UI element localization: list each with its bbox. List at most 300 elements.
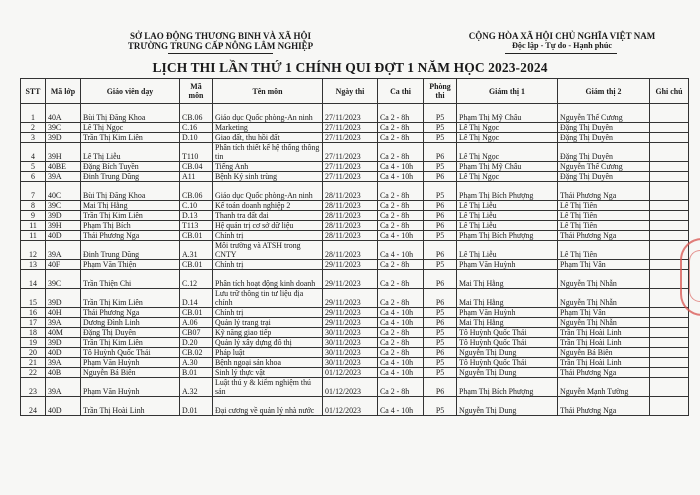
table-cell: CB.02 (180, 348, 213, 358)
table-cell: P5 (424, 308, 457, 318)
table-cell: 30/11/2023 (323, 348, 378, 358)
table-cell: Lê Thị Liễu (457, 241, 558, 260)
table-cell: 8 (21, 201, 46, 211)
table-cell: Ca 2 - 8h (378, 328, 424, 338)
table-cell: A11 (180, 172, 213, 182)
table-cell: Lê Thị Liễu (457, 211, 558, 221)
table-cell: CB.01 (180, 308, 213, 318)
col-header: Mã lớp (46, 79, 81, 104)
table-cell: Giáo dục Quốc phòng-An ninh (213, 182, 323, 201)
table-cell (650, 231, 689, 241)
table-cell: D.14 (180, 289, 213, 308)
table-cell: Lê Thị Ngọc (457, 143, 558, 162)
table-cell: 11 (21, 231, 46, 241)
table-cell: P5 (424, 368, 457, 378)
table-cell: Trần Thị Kim Liên (81, 211, 180, 221)
table-cell: 11 (21, 221, 46, 231)
table-cell: Lưu trữ thông tin tư liệu địa chính (213, 289, 323, 308)
table-cell: Nguyễn Thị Dung (457, 368, 558, 378)
table-cell: 39A (46, 378, 81, 397)
table-cell: Ca 2 - 8h (378, 211, 424, 221)
table-cell (650, 133, 689, 143)
table-cell: 6 (21, 172, 46, 182)
table-row (21, 211, 689, 221)
red-seal-stamp-inner (689, 250, 700, 302)
table-row (21, 338, 689, 348)
table-cell: P6 (424, 348, 457, 358)
table-row (21, 133, 689, 143)
table-cell: 27/11/2023 (323, 143, 378, 162)
table-cell: Trần Thị Kim Liên (81, 338, 180, 348)
table-cell: Mai Thị Hằng (457, 289, 558, 308)
table-cell: Nguyễn Bá Biên (558, 348, 650, 358)
table-cell: Nguyễn Thế Cương (558, 104, 650, 123)
table-cell: Phạm Thị Vân (558, 260, 650, 270)
table-cell: Lê Thị Liễu (457, 201, 558, 211)
table-cell: 12 (21, 241, 46, 260)
table-cell: 40M (46, 328, 81, 338)
table-cell: Nguyễn Thị Nhẫn (558, 289, 650, 308)
table-cell: 23 (21, 378, 46, 397)
table-cell (650, 211, 689, 221)
table-body (21, 104, 689, 416)
table-cell (650, 104, 689, 123)
table-cell: Trần Thiện Chi (81, 270, 180, 289)
table-cell: P5 (424, 358, 457, 368)
national-motto: Độc lập - Tự do - Hạnh phúc (511, 41, 613, 50)
table-cell: 39A (46, 172, 81, 182)
table-cell: CB07 (180, 328, 213, 338)
table-cell (650, 123, 689, 133)
table-cell: 28/11/2023 (323, 231, 378, 241)
issuer-header (108, 31, 333, 51)
table-cell: 39C (46, 201, 81, 211)
table-row (21, 358, 689, 368)
table-cell: Nguyễn Bá Biên (81, 368, 180, 378)
table-cell: Đặng Bích Tuyền (81, 162, 180, 172)
table-row (21, 241, 689, 260)
table-cell: Lê Thị Tiên (558, 241, 650, 260)
table-cell: D.01 (180, 397, 213, 416)
table-row (21, 123, 689, 133)
table-cell: Lê Thị Tiên (558, 201, 650, 211)
table-cell: Thái Phương Nga (558, 397, 650, 416)
table-cell: Bùi Thị Đăng Khoa (81, 104, 180, 123)
table-cell: 39H (46, 221, 81, 231)
table-cell: Phạm Thị Mỹ Châu (457, 162, 558, 172)
table-cell: Hệ quản trị cơ sở dữ liệu (213, 221, 323, 231)
table-cell: Trần Thị Kim Liên (81, 133, 180, 143)
table-cell (650, 172, 689, 182)
table-cell: Ca 4 - 10h (378, 162, 424, 172)
table-cell: Bệnh ngoại sản khoa (213, 358, 323, 368)
table-cell: Pháp luật (213, 348, 323, 358)
table-cell: Phạm Thị Bích Phượng (457, 231, 558, 241)
table-cell: 30/11/2023 (323, 338, 378, 348)
table-cell: D.10 (180, 133, 213, 143)
table-cell (650, 348, 689, 358)
table-cell: Giao đất, thu hồi đất (213, 133, 323, 143)
table-cell: 40B (46, 368, 81, 378)
exam-schedule-table (20, 78, 689, 416)
table-cell: 29/11/2023 (323, 270, 378, 289)
table-cell: 39D (46, 133, 81, 143)
table-cell: Mai Thị Hằng (81, 201, 180, 211)
table-cell: P6 (424, 201, 457, 211)
table-cell: P6 (424, 270, 457, 289)
table-cell: Tô Huỳnh Quốc Thái (457, 338, 558, 348)
table-cell: P6 (424, 318, 457, 328)
table-cell: 27/11/2023 (323, 133, 378, 143)
table-row (21, 348, 689, 358)
table-cell (650, 162, 689, 172)
table-cell: P5 (424, 123, 457, 133)
table-cell: 3 (21, 133, 46, 143)
table-cell: 40D (46, 348, 81, 358)
document-title: LỊCH THI LẦN THỨ 1 CHÍNH QUI ĐỢT 1 NĂM HỌC 2023-2024 (152, 60, 548, 75)
table-cell: 40BE (46, 162, 81, 172)
table-cell: Lê Thị Ngọc (457, 172, 558, 182)
table-cell: Bệnh Ký sinh trùng (213, 172, 323, 182)
table-cell: CB.06 (180, 104, 213, 123)
table-cell: Phân tích hoạt động kinh doanh (213, 270, 323, 289)
table-cell: 40C (46, 182, 81, 201)
table-cell: 01/12/2023 (323, 378, 378, 397)
table-cell: Ca 2 - 8h (378, 104, 424, 123)
table-cell: CB.01 (180, 260, 213, 270)
table-cell: 39C (46, 123, 81, 133)
table-cell: 39A (46, 358, 81, 368)
table-cell: 29/11/2023 (323, 289, 378, 308)
table-cell: CB.01 (180, 231, 213, 241)
table-cell: Đặng Thị Duyên (81, 328, 180, 338)
table-cell: P5 (424, 182, 457, 201)
table-cell: Luật thú y & kiểm nghiệm thú sản (213, 378, 323, 397)
table-cell: Lê Thị Liễu (81, 143, 180, 162)
table-cell: P5 (424, 162, 457, 172)
table-row (21, 289, 689, 308)
table-row (21, 318, 689, 328)
table-cell: 29/11/2023 (323, 318, 378, 328)
table-cell (650, 328, 689, 338)
table-cell: 40F (46, 260, 81, 270)
table-cell: D.13 (180, 211, 213, 221)
table-cell: Ca 4 - 10h (378, 231, 424, 241)
table-cell: Giáo dục Quốc phòng-An ninh (213, 104, 323, 123)
table-cell: Trần Thị Hoài Linh (81, 397, 180, 416)
table-cell: Phạm Văn Thiện (81, 260, 180, 270)
table-cell: 18 (21, 328, 46, 338)
table-cell: Đinh Trung Dũng (81, 172, 180, 182)
table-cell (650, 221, 689, 231)
department-name: SỞ LAO ĐỘNG THƯƠNG BINH VÀ XÃ HỘI (129, 31, 312, 41)
table-cell: 5 (21, 162, 46, 172)
table-cell (650, 397, 689, 416)
col-header: Giám thị 2 (558, 79, 650, 104)
national-header (452, 31, 672, 51)
table-cell: P5 (424, 260, 457, 270)
table-cell: Phạm Văn Huỳnh (81, 358, 180, 368)
table-cell: 13 (21, 260, 46, 270)
table-cell: Lê Thị Tiên (558, 211, 650, 221)
table-cell: Nguyễn Thế Cương (558, 162, 650, 172)
table-cell: Trần Thị Kim Liên (81, 289, 180, 308)
col-header: Mã môn (180, 79, 213, 104)
table-row (21, 221, 689, 231)
table-cell: Nguyễn Thị Nhẫn (558, 318, 650, 328)
table-cell: P5 (424, 231, 457, 241)
table-cell: Ca 2 - 8h (378, 338, 424, 348)
table-cell: Sinh lý thực vật (213, 368, 323, 378)
table-cell: Phạm Văn Huỳnh (81, 378, 180, 397)
table-cell: 1 (21, 104, 46, 123)
table-cell: Phạm Thị Bích Phượng (457, 182, 558, 201)
table-cell: Đại cương về quản lý nhà nước (213, 397, 323, 416)
table-cell: 29/11/2023 (323, 260, 378, 270)
table-cell: Đinh Trung Dũng (81, 241, 180, 260)
table-cell: Mai Thị Hằng (457, 318, 558, 328)
table-cell: Tô Huỳnh Quốc Thái (457, 358, 558, 368)
table-cell: P5 (424, 104, 457, 123)
table-cell: A.30 (180, 358, 213, 368)
table-cell: 22 (21, 368, 46, 378)
table-cell: T113 (180, 221, 213, 231)
table-row (21, 270, 689, 289)
table-cell: P5 (424, 397, 457, 416)
table-cell: Thái Phương Nga (558, 182, 650, 201)
table-row (21, 397, 689, 416)
table-cell (650, 378, 689, 397)
table-cell: Ca 2 - 8h (378, 260, 424, 270)
table-cell: Thanh tra đất đai (213, 211, 323, 221)
table-cell: Ca 2 - 8h (378, 143, 424, 162)
col-header: Ngày thi (323, 79, 378, 104)
table-cell: Nguyễn Thị Nhẫn (558, 270, 650, 289)
table-cell: A.06 (180, 318, 213, 328)
table-cell: Ca 4 - 10h (378, 358, 424, 368)
issuer-underline (168, 53, 273, 54)
table-cell: D.20 (180, 338, 213, 348)
col-header: Giám thị 1 (457, 79, 558, 104)
table-cell (650, 318, 689, 328)
table-cell: Ca 2 - 8h (378, 221, 424, 231)
table-row (21, 328, 689, 338)
table-cell: Trần Thị Hoài Linh (558, 358, 650, 368)
table-cell: Ca 2 - 8h (378, 378, 424, 397)
table-cell: Ca 4 - 10h (378, 397, 424, 416)
table-row (21, 260, 689, 270)
table-cell: 28/11/2023 (323, 182, 378, 201)
table-row (21, 368, 689, 378)
table-cell: Kỹ năng giao tiếp (213, 328, 323, 338)
table-cell: P6 (424, 241, 457, 260)
table-cell: 17 (21, 318, 46, 328)
table-cell (650, 182, 689, 201)
table-cell: 40H (46, 308, 81, 318)
table-cell: Ca 2 - 8h (378, 270, 424, 289)
table-cell: P6 (424, 143, 457, 162)
table-cell: Lê Thị Ngọc (457, 133, 558, 143)
col-header: Phòng thi (424, 79, 457, 104)
table-row (21, 104, 689, 123)
table-cell: P6 (424, 289, 457, 308)
table-cell: 27/11/2023 (323, 123, 378, 133)
table-cell: 39D (46, 338, 81, 348)
table-cell: Quản lý xây dựng đô thị (213, 338, 323, 348)
table-cell: Ca 4 - 10h (378, 318, 424, 328)
table-cell: 20 (21, 348, 46, 358)
school-name: TRƯỜNG TRUNG CẤP NÔNG LÂM NGHIỆP (127, 41, 314, 51)
table-cell: Lê Thị Liễu (457, 221, 558, 231)
table-cell: P5 (424, 338, 457, 348)
table-cell: Nguyễn Mạnh Tường (558, 378, 650, 397)
table-cell: Ca 4 - 10h (378, 308, 424, 318)
table-cell: CB.04 (180, 162, 213, 172)
table-cell: Tiếng Anh (213, 162, 323, 172)
table-cell: Đặng Thị Duyên (558, 133, 650, 143)
table-row (21, 201, 689, 211)
table-cell: A.32 (180, 378, 213, 397)
table-cell: 39C (46, 270, 81, 289)
table-cell: 2 (21, 123, 46, 133)
table-cell: Phạm Thị Bích Phượng (457, 378, 558, 397)
table-cell: Trần Thị Hoài Linh (558, 328, 650, 338)
table-cell: 28/11/2023 (323, 211, 378, 221)
table-cell: 19 (21, 338, 46, 348)
table-cell: Thái Phương Nga (81, 231, 180, 241)
table-cell: 16 (21, 308, 46, 318)
table-row (21, 172, 689, 182)
col-header: Giáo viên dạy (81, 79, 180, 104)
table-cell: Quản lý trang trại (213, 318, 323, 328)
table-cell: Dương Đình Linh (81, 318, 180, 328)
table-cell (650, 338, 689, 348)
table-row (21, 162, 689, 172)
table-header-row (21, 79, 689, 104)
col-header: Tên môn (213, 79, 323, 104)
table-cell: Thái Phương Nga (81, 308, 180, 318)
table-cell: 01/12/2023 (323, 368, 378, 378)
table-cell: 39A (46, 318, 81, 328)
table-cell: Lê Thị Ngọc (457, 123, 558, 133)
table-cell: Đặng Thị Duyên (558, 143, 650, 162)
table-cell: CB.06 (180, 182, 213, 201)
table-cell (650, 201, 689, 211)
col-header: Ca thi (378, 79, 424, 104)
table-cell: P6 (424, 172, 457, 182)
motto-underline (505, 53, 617, 54)
table-cell: Phạm Văn Huỳnh (457, 260, 558, 270)
table-row (21, 182, 689, 201)
table-cell: C.16 (180, 123, 213, 133)
table-cell: Marketing (213, 123, 323, 133)
table-cell: 28/11/2023 (323, 201, 378, 211)
table-cell: P5 (424, 328, 457, 338)
table-cell: B.01 (180, 368, 213, 378)
table-row (21, 143, 689, 162)
table-cell: 27/11/2023 (323, 172, 378, 182)
table-cell: Phạm Thị Mỹ Châu (457, 104, 558, 123)
table-cell: Ca 2 - 8h (378, 289, 424, 308)
col-header: Ghi chú (650, 79, 689, 104)
table-cell (650, 358, 689, 368)
table-cell: Ca 4 - 10h (378, 368, 424, 378)
table-cell: 29/11/2023 (323, 308, 378, 318)
table-cell: Thái Phương Nga (558, 231, 650, 241)
table-cell: Ca 2 - 8h (378, 182, 424, 201)
table-cell: 4 (21, 143, 46, 162)
table-cell: Chính trị (213, 260, 323, 270)
table-cell: Ca 2 - 8h (378, 123, 424, 133)
table-cell: 39H (46, 143, 81, 162)
table-cell: Kế toán doanh nghiệp 2 (213, 201, 323, 211)
table-cell: Ca 2 - 8h (378, 348, 424, 358)
table-cell: 28/11/2023 (323, 221, 378, 231)
table-cell: Trần Thị Hoài Linh (558, 338, 650, 348)
table-cell: Tô Huỳnh Quốc Thái (457, 328, 558, 338)
table-cell: Ca 2 - 8h (378, 201, 424, 211)
table-cell: A.31 (180, 241, 213, 260)
table-cell: Ca 2 - 8h (378, 133, 424, 143)
table-cell: 15 (21, 289, 46, 308)
table-cell: 39D (46, 211, 81, 221)
table-cell: 30/11/2023 (323, 358, 378, 368)
table-cell: T110 (180, 143, 213, 162)
table-cell: 21 (21, 358, 46, 368)
table-cell: Đặng Thị Duyên (558, 172, 650, 182)
table-cell: 7 (21, 182, 46, 201)
table-cell: C.12 (180, 270, 213, 289)
table-cell: 27/11/2023 (323, 104, 378, 123)
table-cell: 28/11/2023 (323, 241, 378, 260)
table-cell: 27/11/2023 (323, 162, 378, 172)
table-cell: Thái Phương Nga (558, 368, 650, 378)
table-cell: Phạm Thị Vân (558, 308, 650, 318)
table-cell: Nguyễn Thị Dung (457, 397, 558, 416)
table-cell: 24 (21, 397, 46, 416)
table-cell: 39A (46, 241, 81, 260)
table-cell (650, 308, 689, 318)
table-cell: Ca 4 - 10h (378, 172, 424, 182)
table-cell: Phân tích thiết kế hệ thống thông tin (213, 143, 323, 162)
table-cell: 14 (21, 270, 46, 289)
table-row (21, 378, 689, 397)
table-cell (650, 368, 689, 378)
table-cell: Đặng Thị Duyên (558, 123, 650, 133)
table-cell: P6 (424, 221, 457, 231)
table-cell: 30/11/2023 (323, 328, 378, 338)
table-cell: Phạm Văn Huỳnh (457, 308, 558, 318)
table-cell: P5 (424, 133, 457, 143)
table-cell: 40D (46, 397, 81, 416)
table-cell: Mai Thị Hằng (457, 270, 558, 289)
table-cell: 9 (21, 211, 46, 221)
table-cell: 39D (46, 289, 81, 308)
table-cell: 40D (46, 231, 81, 241)
table-cell: Tô Huỳnh Quốc Thái (81, 348, 180, 358)
table-cell: Lê Thị Tiên (558, 221, 650, 231)
table-cell: Ca 4 - 10h (378, 241, 424, 260)
table-row (21, 231, 689, 241)
table-cell: Lê Thị Ngọc (81, 123, 180, 133)
table-cell: Chính trị (213, 231, 323, 241)
table-cell: 01/12/2023 (323, 397, 378, 416)
table-row (21, 308, 689, 318)
table-cell: Phạm Thị Bích (81, 221, 180, 231)
table-cell: C.10 (180, 201, 213, 211)
table-cell: Nguyễn Thị Dung (457, 348, 558, 358)
national-name: CỘNG HÒA XÃ HỘI CHỦ NGHĨA VIỆT NAM (468, 31, 656, 41)
